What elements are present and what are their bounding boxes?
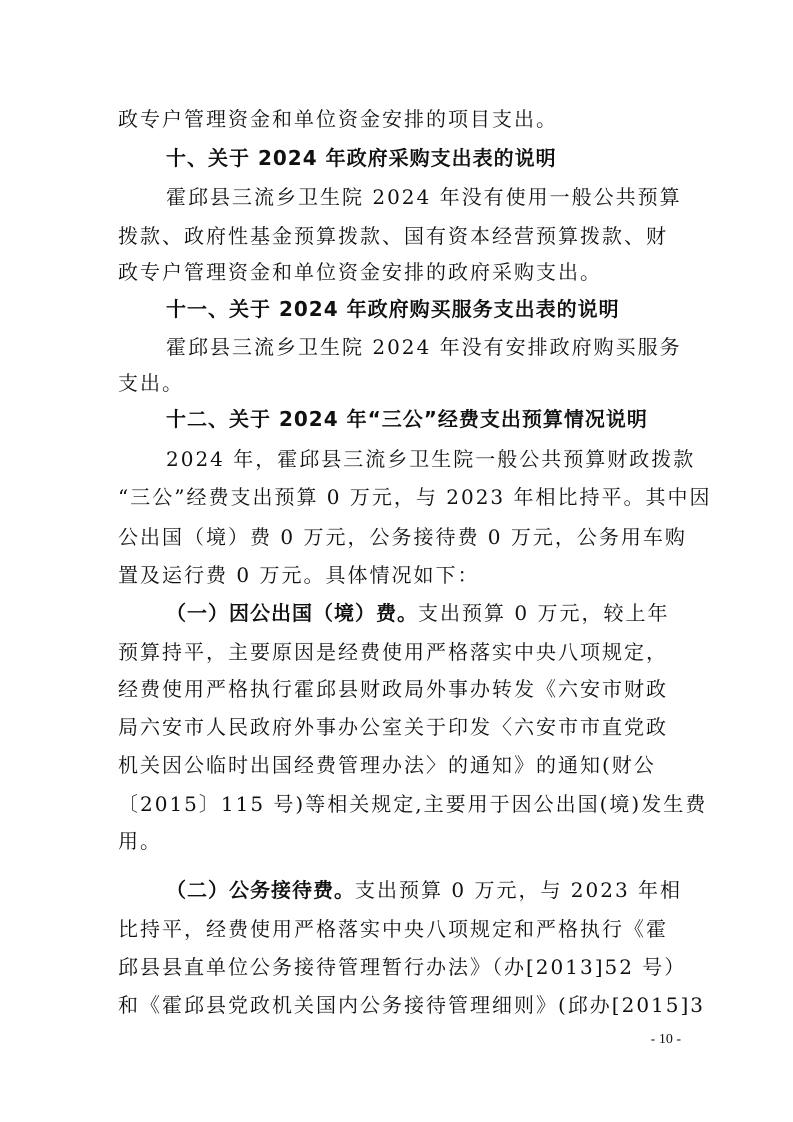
page-number: - 10 -: [650, 1032, 681, 1047]
paragraph-line: [166, 599, 669, 627]
body-line: 局六安市人民政府外事办公室关于印发〈六安市市直党政: [118, 715, 668, 739]
body-line: 和《霍邱县党政机关国内公务接待管理细则》(邱办[2015]3: [118, 993, 706, 1017]
body-line: 公出国（境）费 0 万元，公务接待费 0 万元，公务用车购: [118, 525, 687, 549]
body-text: 支出预算 0 万元，与 2023 年相: [355, 878, 683, 902]
body-line: 比持平，经费使用严格落实中央八项规定和严格执行《霍: [118, 917, 668, 941]
section-heading-11: 十一、关于 2024 年政府购买服务支出表的说明: [166, 297, 620, 321]
subsection-title-1: （一）因公出国（境）费。: [166, 601, 418, 625]
body-line: “三公”经费支出预算 0 万元，与 2023 年相比持平。其中因: [118, 485, 712, 509]
paragraph-line: [166, 876, 682, 904]
section-heading-10: 十、关于 2024 年政府采购支出表的说明: [166, 146, 557, 170]
body-line: 〔2015〕115 号)等相关规定,主要用于因公出国(境)发生费: [118, 792, 708, 816]
section-heading-12: 十二、关于 2024 年“三公”经费支出预算情况说明: [166, 407, 648, 431]
body-line: 拨款、政府性基金预算拨款、国有资本经营预算拨款、财: [118, 224, 668, 248]
body-text: 支出预算 0 万元，较上年: [418, 601, 670, 625]
body-line: 置及运行费 0 万元。具体情况如下：: [118, 563, 480, 587]
body-line: 政专户管理资金和单位资金安排的项目支出。: [118, 107, 558, 131]
body-line: 2024 年，霍邱县三流乡卫生院一般公共预算财政拨款: [166, 447, 696, 471]
body-line: 邱县县直单位公务接待管理暂行办法》（办[2013]52 号）: [118, 955, 687, 979]
subsection-title-2: （二）公务接待费。: [166, 878, 355, 902]
body-line: 霍邱县三流乡卫生院 2024 年没有使用一般公共预算: [166, 185, 682, 209]
body-line: 机关因公临时出国经费管理办法〉的通知》的通知(财公: [118, 753, 656, 777]
body-line: 用。: [118, 829, 162, 853]
body-line: 预算持平，主要原因是经费使用严格落实中央八项规定，: [118, 640, 668, 664]
body-line: 支出。: [118, 371, 184, 395]
body-line: 经费使用严格执行霍邱县财政局外事办转发《六安市财政: [118, 677, 668, 701]
body-line: 政专户管理资金和单位资金安排的政府采购支出。: [118, 260, 602, 284]
body-line: 霍邱县三流乡卫生院 2024 年没有安排政府购买服务: [166, 335, 682, 359]
